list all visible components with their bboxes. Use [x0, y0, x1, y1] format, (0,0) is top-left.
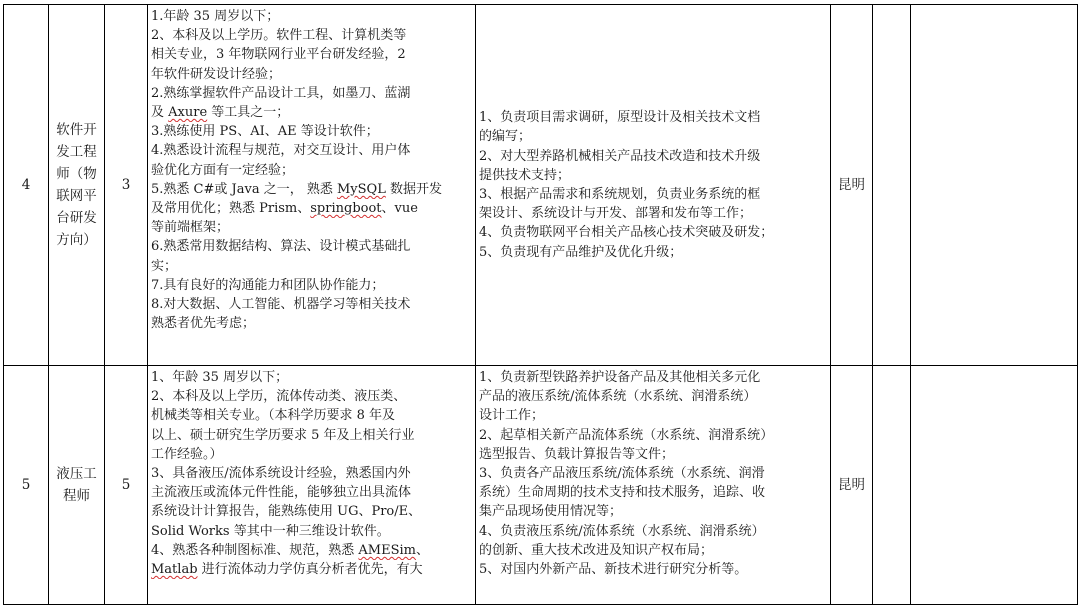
requirement-line: 2、本科及以上学历，流体传动类、液压类、	[151, 389, 407, 405]
requirements-cell	[148, 5, 476, 366]
duty-line: 选型报告、负载计算报告等文件；	[479, 446, 675, 462]
requirement-line: 以上、硕士研究生学历要求 5 年及上相关行业	[151, 427, 415, 443]
requirement-line: 5.熟悉 C#或 Java 之一， 熟悉 MySQL 数据开发	[151, 181, 442, 197]
requirement-line: 工作经验。）	[151, 446, 223, 462]
requirement-line: 4、熟悉各种制图标准、规范，熟悉 AMESim、	[151, 542, 430, 558]
requirement-line: Solid Works 等其中一种三维设计软件。	[151, 523, 390, 539]
work-location: 昆明	[831, 5, 873, 366]
requirement-line: 6.熟悉常用数据结构、算法、设计模式基础扎	[151, 239, 411, 255]
requirement-line: 2.熟练掌握软件产品设计工具，如墨刀、蓝湖	[151, 85, 411, 101]
requirement-line: 2、本科及以上学历。软件工程、计算机类等	[151, 28, 407, 44]
table-row	[4, 5, 1078, 366]
duty-line: 的编写；	[479, 129, 532, 145]
requirement-line: 实；	[151, 258, 178, 274]
requirement-line: 8.对大数据、人工智能、机器学习等相关技术	[151, 297, 411, 313]
requirement-line: 及 Axure 等工具之一；	[151, 105, 290, 121]
duties-cell	[476, 366, 831, 605]
headcount: 5	[105, 366, 148, 605]
duty-line: 1、负责新型铁路养护设备产品及其他相关多元化	[479, 370, 761, 385]
job-requirements-table	[3, 4, 1078, 605]
duty-line: 的创新、重大技术改进及知识产权布局；	[479, 542, 714, 558]
duty-line: 架设计、系统设计与开发、部署和发布等工作；	[479, 206, 753, 222]
requirement-line: 机械类等相关专业。（本科学历要求 8 年及	[151, 408, 396, 424]
duty-line: 集产品现场使用情况等；	[479, 504, 623, 520]
duty-line: 1、负责项目需求调研，原型设计及相关技术文档	[479, 110, 761, 126]
position-title: 软件开发工程师（物联网平台研发方向）	[49, 5, 105, 366]
requirement-line: 1.年龄 35 周岁以下；	[151, 9, 280, 24]
requirements-cell	[148, 366, 476, 605]
requirement-line: 年软件研发设计经验；	[151, 66, 282, 82]
empty-cell	[873, 5, 911, 366]
notes-cell	[911, 5, 1078, 366]
requirement-line: 4.熟悉设计流程与规范，对交互设计、用户体	[151, 143, 411, 159]
requirement-line: 及常用优化；熟悉 Prism、springboot、vue	[151, 201, 418, 217]
row-number: 5	[4, 366, 49, 605]
requirement-line: 3、具备液压/流体系统设计经验，熟悉国内外	[151, 466, 411, 482]
duty-line: 系统）生命周期的技术支持和技术服务，追踪、收	[479, 485, 766, 501]
headcount: 3	[105, 5, 148, 366]
duties-cell	[476, 5, 831, 366]
duty-line: 5、对国内外新产品、新技术进行研究分析等。	[479, 562, 748, 578]
requirement-line: 主流液压或流体元件性能，能够独立出具流体	[151, 485, 412, 501]
duty-line: 设计工作；	[479, 408, 545, 424]
requirement-line: 系统设计计算报告，能熟练使用 UG、Pro/E、	[151, 504, 422, 520]
requirement-line: 熟悉者优先考虑；	[151, 316, 256, 332]
duty-line: 4、负责物联网平台相关产品核心技术突破及研发；	[479, 225, 774, 241]
requirement-line: 3.熟练使用 PS、AI、AE 等设计软件；	[151, 124, 379, 140]
row-number: 4	[4, 5, 49, 366]
duty-line: 3、根据产品需求和系统规划，负责业务系统的框	[479, 187, 761, 202]
position-title: 液压工程师	[49, 366, 105, 605]
requirement-line: Matlab 进行流体动力学仿真分析者优先，有大	[151, 562, 423, 578]
table-row	[4, 366, 1078, 605]
notes-cell	[911, 366, 1078, 605]
requirement-line: 验优化方面有一定经验；	[151, 162, 295, 178]
requirement-line: 相关专业，3 年物联网行业平台研发经验，2	[151, 47, 406, 63]
work-location: 昆明	[831, 366, 873, 605]
requirement-line: 等前端框架；	[151, 220, 230, 236]
requirement-line: 7.具有良好的沟通能力和团队协作能力；	[151, 277, 385, 293]
requirement-line: 1、年龄 35 周岁以下；	[151, 370, 289, 385]
duty-line: 5、负责现有产品维护及优化升级；	[479, 244, 683, 260]
duty-line: 产品的液压系统/流体系统（水系统、润滑系统）	[479, 389, 757, 405]
duty-line: 提供技术支持；	[479, 167, 571, 183]
duty-line: 2、起草相关新产品流体系统（水系统、润滑系统）	[479, 427, 774, 443]
empty-cell	[873, 366, 911, 605]
duty-line: 3、负责各产品液压系统/流体系统（水系统、润滑	[479, 466, 765, 482]
duty-line: 4、负责液压系统/流体系统（水系统、润滑系统）	[479, 523, 765, 539]
duty-line: 2、对大型养路机械相关产品技术改造和技术升级	[479, 148, 761, 164]
